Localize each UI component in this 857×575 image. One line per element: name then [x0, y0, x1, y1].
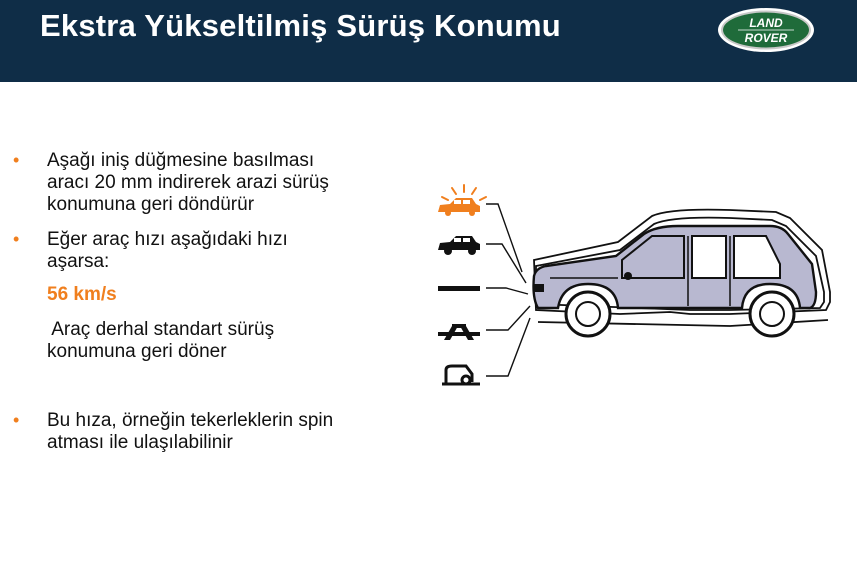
bullet-marker: • [13, 229, 20, 249]
vehicle-body [534, 226, 817, 336]
logo-text-top: LAND [749, 16, 783, 30]
standard-height-icon [438, 286, 480, 291]
speed-value: 56 km/s [47, 284, 117, 305]
bullet-2-line-1: Eğer araç hızı aşağıdaki hızı [47, 229, 288, 250]
access-height-icon [438, 324, 480, 340]
bullet-3-line-1: Bu hıza, örneğin tekerleklerin spin [47, 410, 334, 431]
bullet-1-line-3: konumuna geri döndürür [47, 194, 255, 215]
off-road-height-icon [438, 236, 480, 255]
bullet-2-cont-line-1: Araç derhal standart sürüş [47, 319, 275, 340]
ride-height-illustration [430, 180, 850, 400]
bullet-1-line-1: Aşağı iniş düğmesine basılması [47, 150, 315, 171]
crawl-icon [442, 366, 480, 384]
logo-text-bottom: ROVER [744, 31, 788, 45]
extended-height-icon [438, 185, 486, 216]
page-title: Ekstra Yükseltilmiş Sürüş Konumu [40, 8, 561, 43]
bullet-2-cont-line-2: konumuna geri döner [47, 341, 227, 362]
bullet-2-line-2: aşarsa: [47, 251, 110, 272]
bullet-1-line-2: aracı 20 mm indirerek arazi sürüş [47, 172, 329, 193]
land-rover-logo [716, 6, 816, 54]
bullet-3-line-2: atması ile ulaşılabilinir [47, 432, 233, 453]
bullet-marker: • [13, 150, 20, 170]
bullet-marker: • [13, 410, 20, 430]
header-bar [0, 0, 857, 82]
